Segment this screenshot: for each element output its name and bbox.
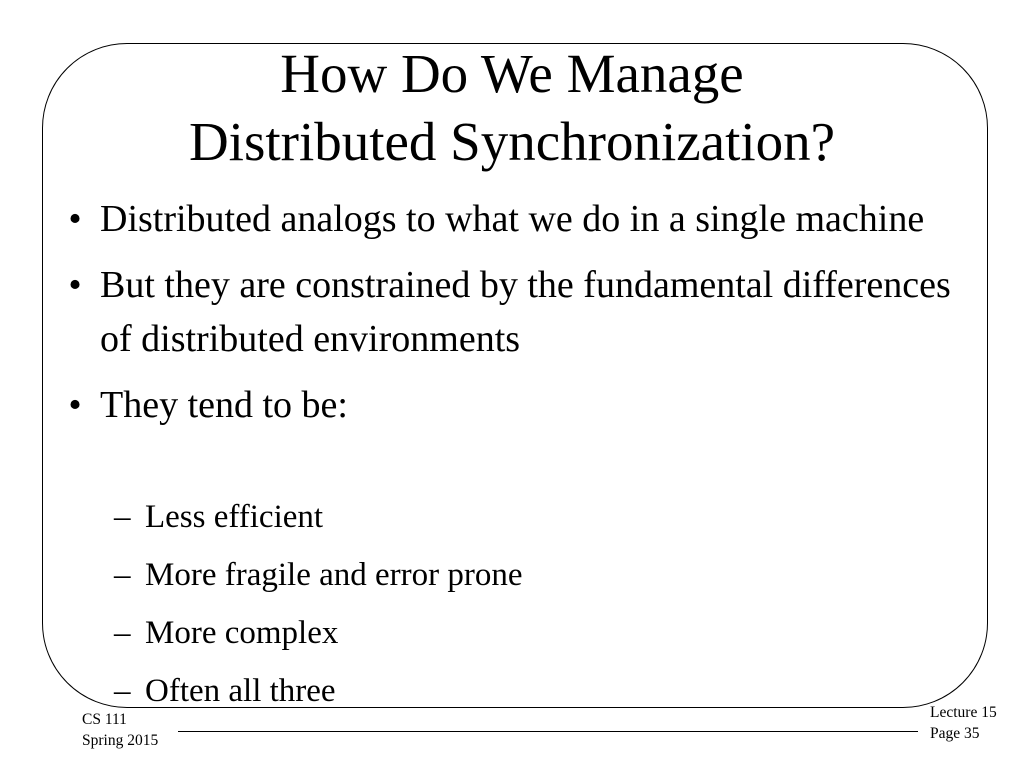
footer-page-info xyxy=(930,702,997,744)
bullet-item xyxy=(60,258,960,366)
bullet-text: Distributed analogs to what we do in a single machine xyxy=(100,198,925,240)
footer-course-info xyxy=(82,709,158,751)
bullet-text: But they are constrained by the fundamental differences of distributed environments xyxy=(100,264,951,360)
footer-lecture: Lecture 15 xyxy=(930,704,997,721)
subbullet-text: Less efficient xyxy=(145,499,324,535)
bullet-marker: • xyxy=(68,384,82,426)
bullet-list xyxy=(60,192,960,444)
bullet-marker: • xyxy=(68,198,82,240)
subbullet-marker: – xyxy=(114,615,131,651)
subbullet-item xyxy=(104,662,523,720)
subbullet-item xyxy=(104,546,523,604)
slide-title xyxy=(60,40,964,176)
subbullet-list xyxy=(104,488,523,720)
subbullet-item xyxy=(104,488,523,546)
footer-page: Page 35 xyxy=(930,725,980,742)
bullet-text: They tend to be: xyxy=(100,384,348,426)
subbullet-marker: – xyxy=(114,673,131,709)
subbullet-item xyxy=(104,604,523,662)
footer-divider xyxy=(178,731,918,732)
subbullet-marker: – xyxy=(114,499,131,535)
subbullet-text: More fragile and error prone xyxy=(145,557,523,593)
title-line-1: How Do We Manage xyxy=(280,43,744,104)
footer-term: Spring 2015 xyxy=(82,732,159,749)
bullet-item xyxy=(60,192,960,246)
title-line-2: Distributed Synchronization? xyxy=(188,111,836,172)
subbullet-text: More complex xyxy=(145,615,339,651)
bullet-item xyxy=(60,378,960,432)
bullet-marker: • xyxy=(68,264,82,306)
subbullet-text: Often all three xyxy=(145,673,336,709)
subbullet-marker: – xyxy=(114,557,131,593)
footer-course: CS 111 xyxy=(82,711,127,728)
